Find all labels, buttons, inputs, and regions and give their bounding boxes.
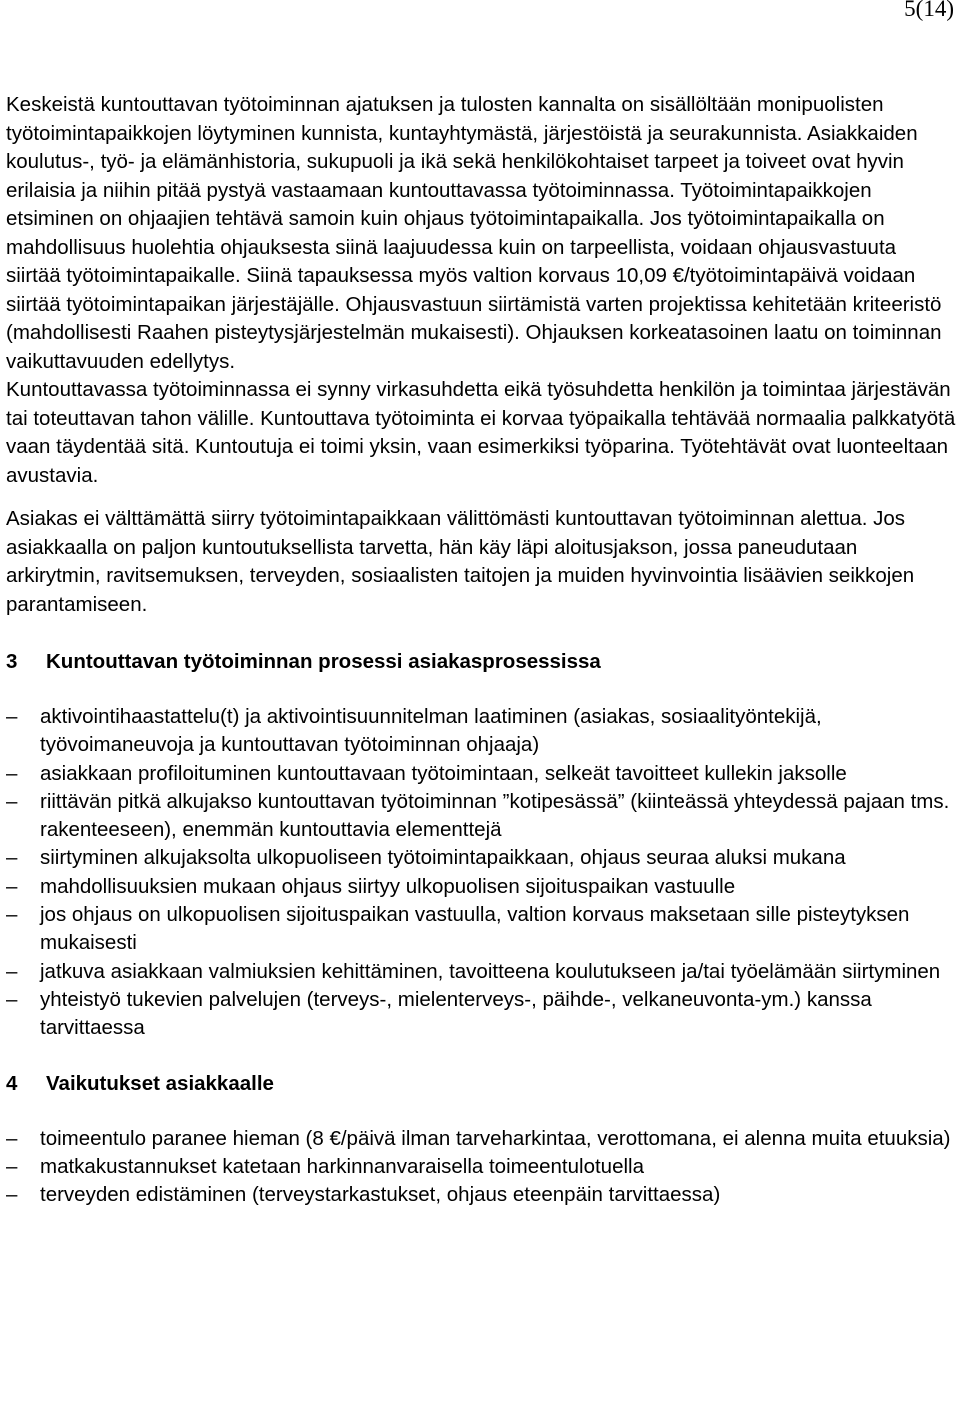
- dash-bullet-icon: –: [6, 846, 18, 870]
- document-body: [6, 91, 956, 1209]
- list-item: – siirtyminen alkujaksolta ulkopuoliseen työtoimintapaikkaan, ohjaus seuraa aluksi mukana: [6, 844, 956, 872]
- dash-bullet-icon: –: [6, 761, 18, 785]
- dash-bullet-icon: –: [6, 959, 18, 983]
- section-4-title: Vaikutukset asiakkaalle: [46, 1071, 274, 1095]
- dash-bullet-icon: –: [6, 705, 18, 728]
- list-item: – jatkuva asiakkaan valmiuksien kehittäminen, tavoitteena koulutukseen ja/tai työelämään siirtyminen: [6, 958, 956, 986]
- dash-bullet-icon: –: [6, 789, 18, 813]
- list-item: – riittävän pitkä alkujakso kuntouttavan työtoiminnan ”kotipesässä” (kiinteässä yhteydessä pajaan tms. rakenteeseen), enemmän kuntouttavia elementtejä: [6, 789, 950, 842]
- section-3-title: Kuntouttavan työtoiminnan prosessi asiakasprosessissa: [46, 650, 601, 673]
- paragraph-2: Kuntouttavassa työtoiminnassa ei synny virkasuhdetta eikä työsuhdetta henkilön ja toimintaa järjestävän tai toteuttavan tahon välille. Kuntouttava työtoiminta ei korvaa työpaikalla tehtävää normaalia palkkatyötä vaan täydentää sitä. Kuntoutuja ei toimi yksin, vaan esimerkiksi työparina. Työtehtävät ovat luonteeltaan avustavia.: [6, 378, 956, 487]
- dash-bullet-icon: –: [6, 874, 18, 898]
- list-item: – terveyden edistäminen (terveystarkastukset, ohjaus eteenpäin tarvittaessa): [6, 1181, 956, 1209]
- section-3-heading: [6, 648, 956, 676]
- list-item: – toimeentulo paranee hieman (8 €/päivä ilman tarveharkintaa, verottomana, ei alenna muita etuuksia): [6, 1125, 956, 1153]
- section-4-list: [6, 1125, 956, 1210]
- section-3-list: [6, 703, 956, 1043]
- dash-bullet-icon: –: [6, 1126, 18, 1150]
- section-4-number: 4: [6, 1071, 18, 1095]
- paragraph-3: Asiakas ei välttämättä siirry työtoimintapaikkaan välittömästi kuntouttavan työtoiminnan alettua. Jos asiakkaalla on paljon kuntoutuksellista tarvetta, hän käy läpi aloitusjakson, jossa paneudutaan arkirytmin, ravitsemuksen, terveyden, sosiaalisten taitojen ja muiden hyvinvointia lisäävien seikkojen parantamiseen.: [6, 507, 915, 616]
- page-number: 5(14): [904, 0, 954, 21]
- dash-bullet-icon: –: [6, 1183, 18, 1207]
- dash-bullet-icon: –: [6, 987, 18, 1011]
- list-item: – asiakkaan profiloituminen kuntouttavaan työtoimintaan, selkeät tavoitteet kullekin jaksolle: [6, 760, 956, 788]
- list-item: – matkakustannukset katetaan harkinnanvaraisella toimeentulotuella: [6, 1153, 956, 1181]
- list-item: – aktivointihaastattelu(t) ja aktivointisuunnitelman laatiminen (asiakas, sosiaalityöntekijä, työvoimaneuvoja ja kuntouttavan työtoiminnan ohjaaja): [6, 705, 822, 757]
- section-3-number: 3: [6, 650, 18, 673]
- list-item: – jos ohjaus on ulkopuolisen sijoituspaikan vastuulla, valtion korvaus maksetaan sille pisteytyksen mukaisesti: [6, 903, 910, 955]
- list-item: – mahdollisuuksien mukaan ohjaus siirtyy ulkopuolisen sijoituspaikan vastuulle: [6, 873, 956, 901]
- section-4-heading: [6, 1070, 956, 1098]
- paragraph-1: Keskeistä kuntouttavan työtoiminnan ajatuksen ja tulosten kannalta on sisällöltään monipuolisten työtoimintapaikkojen löytyminen kunnista, kuntayhtymästä, järjestöistä ja seurakunnista. Asiakkaiden koulutus-, työ- ja elämänhistoria, sukupuoli ja ikä sekä henkilökohtaiset tarpeet ja toiveet ovat hyvin erilaisia ja niihin pitää pystyä vastaamaan kuntouttavassa työtoiminnassa. Työtoimintapaikkojen etsiminen on ohjaajien tehtävä samoin kuin ohjaus työtoimintapaikalla. Jos työtoimintapaikalla on mahdollisuus huolehtia ohjauksesta siinä laajuudessa kuin on tarpeellista, voidaan ohjausvastuuta siirtää työtoimintapaikalle. Siinä tapauksessa myös valtion korvaus 10,09 €/työtoimintapäivä voidaan siirtää työtoimintapaikan järjestäjälle. Ohjausvastuun siirtämistä varten projektissa kehitetään kriteeristö (mahdollisesti Raahen pisteytysjärjestelmän mukaisesti). Ohjauksen korkeatasoinen laatu on toiminnan vaikuttavuuden edellytys.: [6, 93, 942, 373]
- dash-bullet-icon: –: [6, 903, 18, 927]
- list-item: – yhteistyö tukevien palvelujen (terveys-, mielenterveys-, päihde-, velkaneuvonta-ym.) kanssa tarvittaessa: [6, 987, 872, 1040]
- dash-bullet-icon: –: [6, 1154, 18, 1178]
